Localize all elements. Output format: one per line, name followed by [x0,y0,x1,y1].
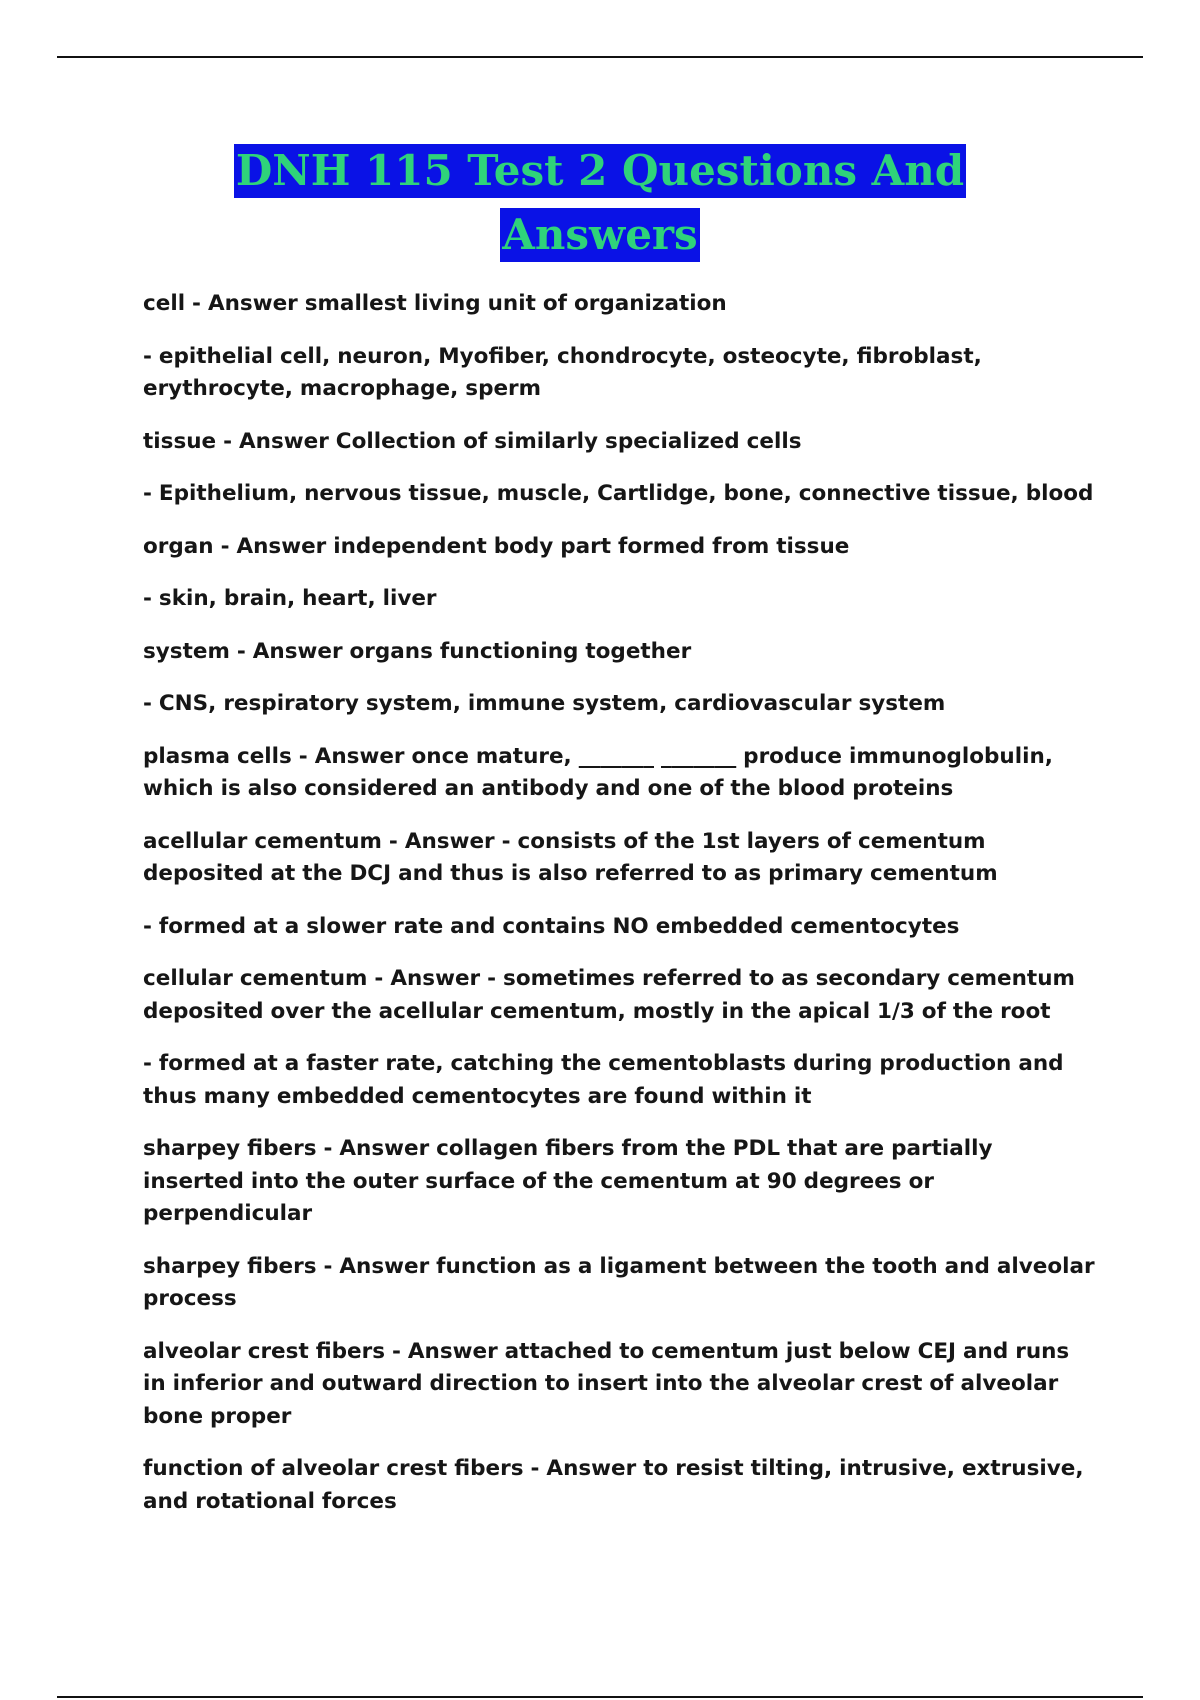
qa-entry: cell - Answer smallest living unit of organization [143,291,727,316]
top-rule [57,56,1143,58]
qa-entry: - formed at a slower rate and contains NO embedded cementocytes [143,913,960,939]
qa-entry: function of alveolar crest fibers - Answer to resist tilting, intrusive, extrusive, and rotational forces [143,1456,1084,1514]
document-title [0,144,1200,262]
qa-entry: sharpey fibers - Answer function as a ligament between the tooth and alveolar process [143,1253,1095,1311]
qa-entry: acellular cementum - Answer - consists of the 1st layers of cementum deposited at the DCJ and thus is also referred to as primary cementum [143,828,998,886]
title-line-2: Answers [500,208,699,262]
qa-entry: - epithelial cell, neuron, Myofiber, chondrocyte, osteocyte, fibroblast, erythrocyte, macrophage, sperm [143,343,982,401]
qa-entry: - formed at a faster rate, catching the cementoblasts during production and thus many embedded cementocytes are found within it [143,1051,1064,1109]
qa-entry: plasma cells - Answer once mature, _______ _______ produce immunoglobulin, which is also considered an antibody and one of the blood proteins [143,743,1053,801]
qa-entry: - CNS, respiratory system, immune system, cardiovascular system [143,691,946,716]
qa-entry: sharpey fibers - Answer collagen fibers from the PDL that are partially inserted into the outer surface of the cementum at 90 degrees or perpendicular [143,1136,993,1226]
qa-entry: system - Answer organs functioning together [143,638,692,664]
qa-list [143,288,1098,1538]
qa-entry: organ - Answer independent body part formed from tissue [143,533,850,559]
qa-entry: cellular cementum - Answer - sometimes referred to as secondary cementum deposited over the acellular cementum, mostly in the apical 1/3 of the root [143,966,1075,1024]
title-line-1: DNH 115 Test 2 Questions And [234,144,966,198]
qa-entry: - skin, brain, heart, liver [143,586,437,611]
qa-entry: - Epithelium, nervous tissue, muscle, Cartlidge, bone, connective tissue, blood [143,481,1094,506]
qa-entry: tissue - Answer Collection of similarly specialized cells [143,428,802,454]
bottom-rule [57,1696,1143,1698]
qa-entry: alveolar crest fibers - Answer attached to cementum just below CEJ and runs in inferior and outward direction to insert into the alveolar crest of alveolar bone proper [143,1338,1070,1429]
